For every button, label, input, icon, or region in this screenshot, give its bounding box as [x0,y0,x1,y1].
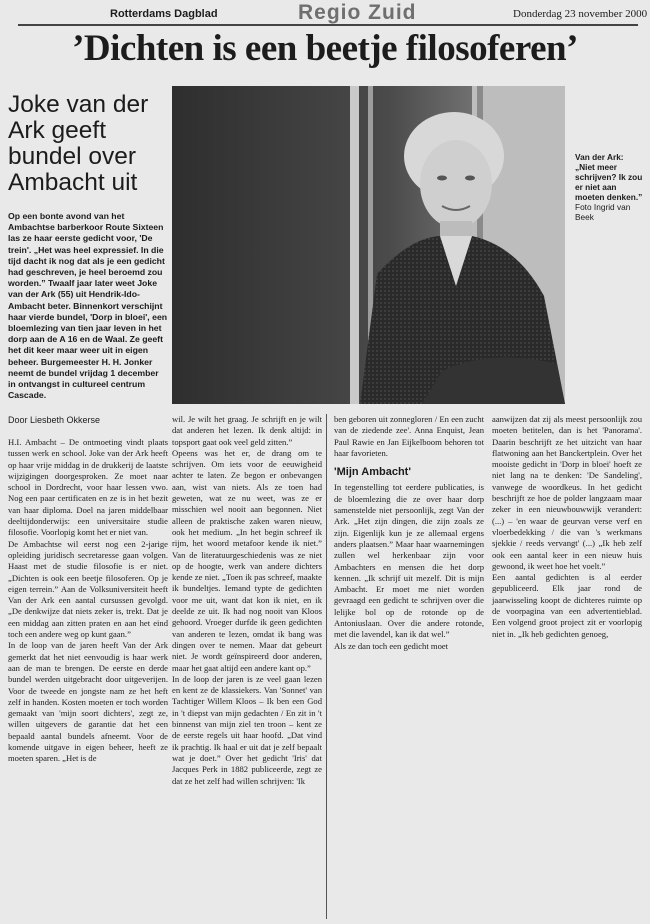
masthead-section-title: Regio Zuid [298,1,417,24]
paragraph: Een aantal gedichten is al eerder gepubliceerd. Elk jaar rond de jaarwisseling koopt de dichteres ruimte op de voorpagina van een advertentieblad. Een volgend groot project zit er voorlopig niet in. „Ik heb gedichten genoeg, [492,572,642,639]
photo-caption [575,152,647,222]
article-column-3 [334,414,484,652]
caption-quote: „Niet meer schrijven? Ik zou er niet aan moeten denken.” [575,162,643,202]
article-headline: ’Dichten is een beetje filosoferen’ [72,28,578,69]
masthead-rule [18,24,638,26]
article-subhead: Joke van der Ark geeft bundel over Ambacht uit [8,91,149,196]
paragraph: aanwijzen dat zij als meest persoonlijk zou moeten betitelen, dan is het 'Panorama'. Daarin beschrijft ze het uitzicht van haar flatwoning aan het Banckertplein. Over het mooiste gedicht in 'Dorp in bloei' hoeft ze niet lang na te denken: 'De Sandeling', vanwege de woordkeus. In het gedicht beschrijft ze hoe de polder langzaam maar zeker in een nieuwbouwwijk verandert: (...) – 'en waar de geurvan verse verf en vloerbedekking / die van 's werkmans sjekkie / reeds vervangt' (...) „Ik heb zelf ook een aantal keer in een nieuw huis gewoond, ik weet hoe het voelt.” [492,414,642,571]
paragraph: ben geboren uit zonnegloren / En een zucht van de ziedende zee'. Anna Enquist, Jean Paul Rawie en Jan Eijkelboom behoren tot haar favorieten. [334,414,484,458]
intertitle: 'Mijn Ambacht' [334,466,411,479]
article-lead: Op een bonte avond van het Ambachtse barberkoor Route Sixteen las ze haar eerste gedicht voor, 'De trein'. „Het was heel expressief. In die tijd dacht ik nog dat als je een gedicht had geschreven, je heel beroemd zou worden.” Twaalf jaar later weet Joke van der Ark (55) uit Hendrik-Ido-Ambacht beter. Binnenkort verschijnt haar vierde bundel, 'Dorp in bloei', een bloemlezing van tien jaar leven in het dorp aan de A 16 en de Waal. Ze geeft het dit keer maar weer uit in eigen beheer. Burgemeester H. H. Jonker neemt de bundel vrijdag 1 december in ontvangst in cultureel centrum Cascade. [8,211,168,401]
article-column-4 [492,414,642,640]
masthead-paper-name: Rotterdams Dagblad [110,8,218,20]
paragraph: Als ze dan toch een gedicht moet [334,640,449,651]
article-column-2 [172,414,322,787]
article-byline: Door Liesbeth Okkerse [8,415,101,425]
masthead-date: Donderdag 23 november 2000 [513,8,648,20]
portrait-photo [172,86,565,404]
paragraph: De Ambachtse wil eerst nog een 2-jarige opleiding juridisch secretaresse gaan volgen. Haast met de studie filosofie is er niet. „Dichten is ook een beetje filosoferen. Op je eigen terrein.” Aan de Volksuniversiteit heeft Van der Ark een aantal cursussen gevolgd. „De denkwijze dat niets zeker is, trekt. Dat je een middag aan zitten praten en aan het eind toch een andere weg op kunt gaan.” [8,538,168,640]
article-column-1 [8,437,168,765]
paragraph: Opeens was het er, de drang om te schrijven. Om iets voor de eeuwigheid achter te laten. Ze begon er onbevangen aan, wist van niets. Als ze toen had geweten, wat ze nu weet, was ze er misschien wel nooit aan begonnen. Niet alleen de praktische zaken waren nieuw, ook het medium. „In het begin schreef ik rijm, het woord metafoor kende ik niet.” Van de literatuurgeschiedenis was ze niet op de hoogte, werk van andere dichters kende ze niet. „Toen ik pas schreef, maakte ik bundeltjes. Iemand typte de gedichten voor me uit, want dat kon ik niet, en ik deelde ze uit. Ik had nog nooit van Kloos gehoord. Vroeger durfde ik geen gedichten van anderen te lezen, omdat ik bang was dingen over te nemen. Maar dat gebeurt niet. Je wordt geïnspireerd door anderen, maar het gaat altijd een andere kant op.” [172,447,322,673]
paragraph: In de loop der jaren is ze veel gaan lezen en kent ze de klassiekers. Van 'Sonnet' van Tachtiger Willem Kloos – Ik ben een God in 't diepst van mijn gedachten / En zit in 't binnenst van mijn ziel ten troon – kent ze de eerste regels uit haar hoofd. „Dat vind ik prachtig. Ik haal er uit dat je zelf bepaalt wat je doet.” Over het gedicht 'Iris' dat Jacques Perk in 1882 publiceerde, zegt ze dat ze het zelf had willen schrijven: 'Ik [172,673,322,786]
paragraph: In tegenstelling tot eerdere publicaties, is de bloemlezing die ze over haar dorp samenstelde niet persoonlijk, zegt Van der Ark. „Het zijn dingen, die zijn zoals ze zijn. Eigenlijk kun je ze allemaal ergens anders plaatsen.” Maar haar waarnemingen zullen wel herkenbaar zijn voor Ambachters en mensen die het dorp kennen. „Ik schrijf uit mezelf. Dit is mijn Ambacht. Er moet me niet worden gevraagd een gedicht te schrijven over die lelijke bol op de rotonde op de Antoniuslaan. Over die andere rotonde, met die lavendel, kan ik dat wel.” [334,482,484,640]
paragraph: H.I. Ambacht – De ontmoeting vindt plaats tussen werk en school. Joke van der Ark heeft op haar vrije middag in de drukkerij de laatste wijzigingen doorgesproken. Ze moet naar school in Dordrecht, voor haar lessen vwo. Nog een paar certificaten en ze is in het bezit van haar diploma. Doel na jaren middelbaar deeltijdonderwijs: een universitaire studie filosofie. Voorlopig komt het er niet van. [8,437,168,538]
paragraph: In de loop van de jaren heeft Van der Ark gemerkt dat het niet eenvoudig is haar werk aan de man te brengen. De eerste en derde bundel werden uitgebracht door uitgeverijen. Voor de tweede en jongste nam ze het heft zelf in handen. Kosten moeten er toch worden gemaakt van 'mijn soort dichters', zegt ze, willen uitgevers de garantie dat het een bepaald aantal bundels afneemt. Voor de komende uitgave in eigen beheer, heeft ze moeten sparen. „Het is de [8,640,168,764]
portrait-photo-icon [172,86,565,404]
column-divider [326,414,327,919]
caption-credit: Foto Ingrid van Beek [575,202,631,222]
paragraph: wil. Je wilt het graag. Je schrijft en je wilt dat anderen het lezen. Ik denk altijd: in topsport gaat ook veel geld zitten.” [172,414,322,447]
caption-name: Van der Ark: [575,152,624,162]
